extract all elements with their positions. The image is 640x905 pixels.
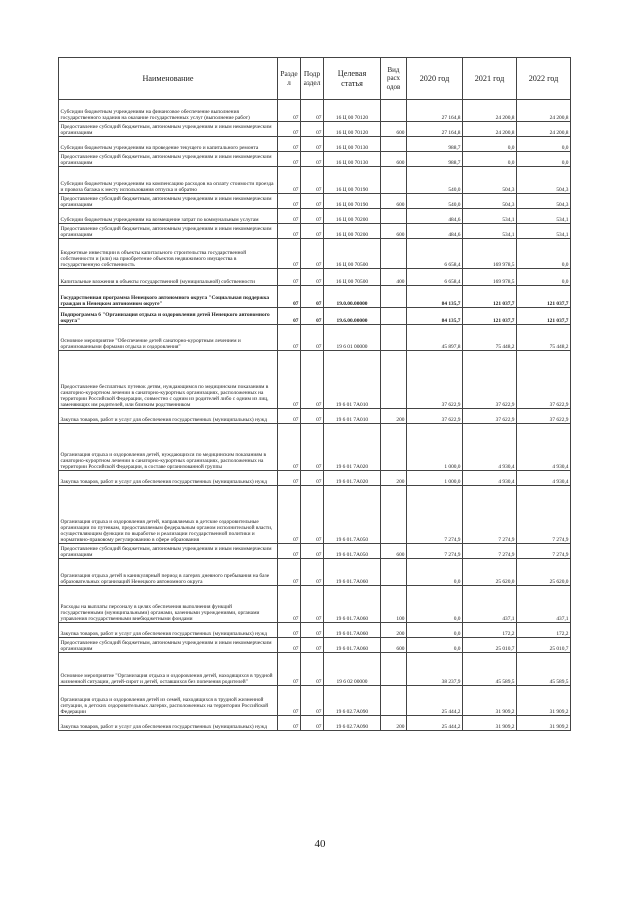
row-2022: 121 037,7 <box>517 308 571 325</box>
row-subsection: 07 <box>301 409 324 424</box>
header-2022: 2022 год <box>517 58 571 100</box>
row-2022: 534,1 <box>517 224 571 239</box>
row-2021: 437,1 <box>463 586 517 623</box>
row-2021: 0,0 <box>463 137 517 152</box>
row-name: Закупка товаров, работ и услуг для обеспечения государственных (муниципальных) нужд <box>59 623 278 638</box>
row-name: Предоставление бесплатных путевок детям, нуждающимся по медицинским показаниям в санаторно-курортном лечении в санаторно-курортных организациях, расположенных на территории Российской Федерации, совместно с одним из родителей либо с одним из лиц, заменяющих им родителей, или близким родственником <box>59 351 278 409</box>
row-2022: 0,0 <box>517 239 571 269</box>
row-type <box>381 424 407 471</box>
page-number: 40 <box>314 838 326 850</box>
row-subsection: 07 <box>301 424 324 471</box>
table-row <box>59 167 571 194</box>
row-2021: 172,2 <box>463 623 517 638</box>
row-2020: 1 000,0 <box>407 424 463 471</box>
row-subsection: 07 <box>301 486 324 544</box>
row-2021: 7 274,9 <box>463 486 517 544</box>
budget-table <box>58 57 571 731</box>
row-subsection: 07 <box>301 351 324 409</box>
row-subsection: 07 <box>301 544 324 559</box>
row-section: 07 <box>278 559 301 586</box>
row-name: Основное мероприятие "Обеспечение детей санаторно-курортным лечением и организованными формами отдыха и оздоровления" <box>59 325 278 351</box>
row-2020: 6 658,4 <box>407 239 463 269</box>
row-2021: 534,1 <box>463 209 517 224</box>
table-row <box>59 269 571 286</box>
table-row <box>59 239 571 269</box>
row-name: Подпрограмма 6 "Организация отдыха и оздоровления детей Ненецкого автономного округа" <box>59 308 278 325</box>
row-subsection: 07 <box>301 638 324 653</box>
row-section: 07 <box>278 308 301 325</box>
row-2020: 27 164,8 <box>407 100 463 122</box>
row-name: Предоставление субсидий бюджетным, автономным учреждениям и иным некоммерческим организациям <box>59 122 278 137</box>
row-2020: 988,7 <box>407 137 463 152</box>
row-type <box>381 486 407 544</box>
row-target: 19 6 02.7А090 <box>324 716 381 731</box>
row-subsection: 07 <box>301 586 324 623</box>
row-type: 200 <box>381 409 407 424</box>
row-type: 600 <box>381 224 407 239</box>
row-2022: 0,0 <box>517 137 571 152</box>
row-subsection: 07 <box>301 122 324 137</box>
row-name: Расходы на выплаты персоналу в целях обеспечения выполнения функций государственными (муниципальными) органами, казенными учреждениями, органами управления государственными внебюджетными фондами <box>59 586 278 623</box>
table-row <box>59 224 571 239</box>
row-2021: 31 909,2 <box>463 716 517 731</box>
row-2022: 172,2 <box>517 623 571 638</box>
row-subsection: 07 <box>301 209 324 224</box>
row-2022: 25 010,7 <box>517 638 571 653</box>
row-2022: 37 622,9 <box>517 409 571 424</box>
row-section: 07 <box>278 122 301 137</box>
header-subsection: Подр аздел <box>301 58 324 100</box>
row-subsection: 07 <box>301 686 324 716</box>
row-2022: 0,0 <box>517 152 571 167</box>
row-target: 19 6 02 00000 <box>324 653 381 686</box>
row-type <box>381 286 407 308</box>
row-2021: 504,3 <box>463 194 517 209</box>
row-name: Субсидии бюджетным учреждениям на проведение текущего и капитального ремонта <box>59 137 278 152</box>
row-2022: 0,0 <box>517 269 571 286</box>
row-type: 200 <box>381 716 407 731</box>
row-2020: 25 444,2 <box>407 686 463 716</box>
row-2021: 121 037,7 <box>463 308 517 325</box>
row-subsection: 07 <box>301 325 324 351</box>
row-section: 07 <box>278 224 301 239</box>
row-2022: 504,3 <box>517 194 571 209</box>
row-type <box>381 239 407 269</box>
row-2021: 4 930,4 <box>463 424 517 471</box>
row-section: 07 <box>278 286 301 308</box>
row-target: 16 Ц 00 70190 <box>324 194 381 209</box>
row-2021: 504,3 <box>463 167 517 194</box>
row-section: 07 <box>278 100 301 122</box>
table-body <box>59 100 571 731</box>
row-target: 16 Ц 00 70190 <box>324 167 381 194</box>
row-target: 19 6 01.7А060 <box>324 586 381 623</box>
row-2021: 24 200,8 <box>463 122 517 137</box>
row-name: Субсидии бюджетным учреждениям на возмещение затрат по коммунальным услугам <box>59 209 278 224</box>
row-target: 16 Ц 00 70120 <box>324 100 381 122</box>
row-section: 07 <box>278 209 301 224</box>
row-2020: 6 658,4 <box>407 269 463 286</box>
row-2021: 169 978,5 <box>463 269 517 286</box>
table-row <box>59 471 571 486</box>
row-section: 07 <box>278 544 301 559</box>
row-2020: 540,0 <box>407 194 463 209</box>
row-name: Капитальные вложения в объекты государственной (муниципальной) собственности <box>59 269 278 286</box>
row-name: Бюджетные инвестиции в объекты капитального строительства государственной собственности и (или) на приобретение объектов недвижимого имущества в государственную собственность <box>59 239 278 269</box>
row-section: 07 <box>278 716 301 731</box>
row-2022: 7 274,9 <box>517 486 571 544</box>
row-2021: 45 589,5 <box>463 653 517 686</box>
row-name: Организация отдыха и оздоровления детей из семей, находящихся в трудной жизненной ситуации, в детских оздоровительных лагерях, расположенных на территории Российской Федерации <box>59 686 278 716</box>
row-subsection: 07 <box>301 471 324 486</box>
row-2020: 38 237,9 <box>407 653 463 686</box>
row-subsection: 07 <box>301 100 324 122</box>
row-name: Закупка товаров, работ и услуг для обеспечения государственных (муниципальных) нужд <box>59 471 278 486</box>
row-target: 16 Ц 00 70120 <box>324 122 381 137</box>
row-target: 16 Ц 00 70200 <box>324 209 381 224</box>
row-target: 19 6 01.7А060 <box>324 559 381 586</box>
row-type: 600 <box>381 194 407 209</box>
row-section: 07 <box>278 623 301 638</box>
row-2020: 7 274,9 <box>407 544 463 559</box>
row-type: 200 <box>381 471 407 486</box>
row-target: 19 6 02.7А090 <box>324 686 381 716</box>
table-row <box>59 586 571 623</box>
row-subsection: 07 <box>301 224 324 239</box>
row-name: Основное мероприятие "Организация отдыха и оздоровления детей, находящихся в трудной жизненной ситуации, детей-сирот и детей, оставшихся без попечения родителей" <box>59 653 278 686</box>
row-2020: 7 274,9 <box>407 486 463 544</box>
table-row <box>59 152 571 167</box>
row-2022: 4 930,4 <box>517 471 571 486</box>
row-type <box>381 308 407 325</box>
table-row <box>59 486 571 544</box>
row-subsection: 07 <box>301 167 324 194</box>
row-section: 07 <box>278 638 301 653</box>
row-name: Предоставление субсидий бюджетным, автономным учреждениям и иным некоммерческим организациям <box>59 638 278 653</box>
row-section: 07 <box>278 409 301 424</box>
row-section: 07 <box>278 239 301 269</box>
row-subsection: 07 <box>301 269 324 286</box>
row-name: Закупка товаров, работ и услуг для обеспечения государственных (муниципальных) нужд <box>59 716 278 731</box>
row-2022: 31 909,2 <box>517 686 571 716</box>
table-row <box>59 122 571 137</box>
header-type: Вид расх одов <box>381 58 407 100</box>
row-name: Субсидии бюджетным учреждениям на компенсацию расходов на оплату стоимости проезда и провоза багажа к месту использования отпуска и обратно <box>59 167 278 194</box>
row-name: Государственная программа Ненецкого автономного округа "Социальная поддержка граждан в Ненецком автономном округе" <box>59 286 278 308</box>
row-section: 07 <box>278 137 301 152</box>
row-target: 16 Ц 00 70500 <box>324 239 381 269</box>
row-2020: 0,0 <box>407 559 463 586</box>
row-type <box>381 686 407 716</box>
table-row <box>59 137 571 152</box>
table-row <box>59 194 571 209</box>
row-2020: 484,6 <box>407 209 463 224</box>
row-2021: 534,1 <box>463 224 517 239</box>
row-2021: 4 930,4 <box>463 471 517 486</box>
row-type: 600 <box>381 544 407 559</box>
row-2022: 31 909,2 <box>517 716 571 731</box>
row-2020: 988,7 <box>407 152 463 167</box>
row-target: 16 Ц 00 70130 <box>324 152 381 167</box>
row-type <box>381 167 407 194</box>
header-2021: 2021 год <box>463 58 517 100</box>
row-type <box>381 351 407 409</box>
row-2022: 4 930,4 <box>517 424 571 471</box>
row-2020: 37 622,9 <box>407 351 463 409</box>
row-2020: 540,0 <box>407 167 463 194</box>
row-2022: 504,3 <box>517 167 571 194</box>
row-subsection: 07 <box>301 137 324 152</box>
row-subsection: 07 <box>301 623 324 638</box>
row-2021: 31 909,2 <box>463 686 517 716</box>
row-2021: 75 448,2 <box>463 325 517 351</box>
table-row <box>59 559 571 586</box>
row-2020: 0,0 <box>407 638 463 653</box>
row-target: 19 6 01.7А060 <box>324 623 381 638</box>
row-target: 16 Ц 00 70500 <box>324 269 381 286</box>
row-2021: 37 622,9 <box>463 409 517 424</box>
row-target: 19.0.00.00000 <box>324 286 381 308</box>
row-target: 19 6 01 7А020 <box>324 424 381 471</box>
row-section: 07 <box>278 269 301 286</box>
row-section: 07 <box>278 586 301 623</box>
row-section: 07 <box>278 424 301 471</box>
row-2022: 7 274,9 <box>517 544 571 559</box>
table-row <box>59 351 571 409</box>
table-row <box>59 100 571 122</box>
row-target: 19 6 01.7А020 <box>324 471 381 486</box>
row-target: 19 6 01.7А050 <box>324 486 381 544</box>
table-row <box>59 686 571 716</box>
row-section: 07 <box>278 194 301 209</box>
row-subsection: 07 <box>301 194 324 209</box>
row-type: 600 <box>381 638 407 653</box>
header-name: Наименование <box>59 58 278 100</box>
row-type: 600 <box>381 152 407 167</box>
row-target: 16 Ц 00 70130 <box>324 137 381 152</box>
table-row <box>59 325 571 351</box>
row-2020: 37 622,9 <box>407 409 463 424</box>
row-2022: 534,1 <box>517 209 571 224</box>
table-row <box>59 638 571 653</box>
row-target: 19 6 01 7А010 <box>324 409 381 424</box>
row-subsection: 07 <box>301 286 324 308</box>
row-2021: 0,0 <box>463 152 517 167</box>
row-2022: 121 037,7 <box>517 286 571 308</box>
row-2022: 75 448,2 <box>517 325 571 351</box>
table-row <box>59 209 571 224</box>
row-type <box>381 209 407 224</box>
row-target: 19 6 01 00000 <box>324 325 381 351</box>
row-type: 400 <box>381 269 407 286</box>
header-target: Целевая статья <box>324 58 381 100</box>
row-section: 07 <box>278 152 301 167</box>
row-target: 19.6.00.00000 <box>324 308 381 325</box>
row-2022: 24 200,8 <box>517 100 571 122</box>
table-header <box>59 58 571 100</box>
header-2020: 2020 год <box>407 58 463 100</box>
row-type: 200 <box>381 623 407 638</box>
row-subsection: 07 <box>301 308 324 325</box>
row-2020: 1 000,0 <box>407 471 463 486</box>
row-subsection: 07 <box>301 716 324 731</box>
row-2020: 0,0 <box>407 586 463 623</box>
row-2020: 27 164,8 <box>407 122 463 137</box>
row-section: 07 <box>278 486 301 544</box>
row-target: 16 Ц 00 70200 <box>324 224 381 239</box>
row-2022: 437,1 <box>517 586 571 623</box>
row-name: Закупка товаров, работ и услуг для обеспечения государственных (муниципальных) нужд <box>59 409 278 424</box>
row-2020: 84 135,7 <box>407 308 463 325</box>
table-row <box>59 544 571 559</box>
row-subsection: 07 <box>301 152 324 167</box>
row-2022: 24 200,8 <box>517 122 571 137</box>
row-2021: 169 978,5 <box>463 239 517 269</box>
table-row <box>59 286 571 308</box>
row-type: 100 <box>381 586 407 623</box>
row-type <box>381 559 407 586</box>
table-row <box>59 308 571 325</box>
row-section: 07 <box>278 686 301 716</box>
row-subsection: 07 <box>301 653 324 686</box>
row-2020: 0,0 <box>407 623 463 638</box>
row-section: 07 <box>278 325 301 351</box>
row-type: 600 <box>381 122 407 137</box>
row-section: 07 <box>278 471 301 486</box>
row-type <box>381 100 407 122</box>
row-type <box>381 325 407 351</box>
row-target: 19 6 01.7А060 <box>324 638 381 653</box>
row-name: Предоставление субсидий бюджетным, автономным учреждениям и иным некоммерческим организациям <box>59 224 278 239</box>
row-name: Организация отдыха и оздоровления детей, нуждающихся по медицинским показаниям в санаторно-курортном лечении в санаторно-курортных организациях, расположенных на территории Российской Федерации, в составе организованной группы <box>59 424 278 471</box>
row-2021: 7 274,9 <box>463 544 517 559</box>
row-target: 19 6 01.7А050 <box>324 544 381 559</box>
table-row <box>59 653 571 686</box>
row-2020: 84 135,7 <box>407 286 463 308</box>
row-target: 19 6 01 7А010 <box>324 351 381 409</box>
row-2022: 25 620,0 <box>517 559 571 586</box>
header-section: Разде л <box>278 58 301 100</box>
table-row <box>59 716 571 731</box>
row-2021: 25 010,7 <box>463 638 517 653</box>
row-2021: 37 622,9 <box>463 351 517 409</box>
row-name: Субсидии бюджетным учреждениям на финансовое обеспечение выполнения государственного задания на оказание государственных услуг (выполнение работ) <box>59 100 278 122</box>
row-section: 07 <box>278 351 301 409</box>
row-name: Предоставление субсидий бюджетным, автономным учреждениям и иным некоммерческим организациям <box>59 152 278 167</box>
row-subsection: 07 <box>301 239 324 269</box>
row-2021: 121 037,7 <box>463 286 517 308</box>
row-2022: 45 589,5 <box>517 653 571 686</box>
row-type <box>381 137 407 152</box>
row-2020: 25 444,2 <box>407 716 463 731</box>
row-type <box>381 653 407 686</box>
table-row <box>59 623 571 638</box>
table-row <box>59 424 571 471</box>
row-name: Организация отдыха детей в каникулярный период в лагерях дневного пребывания на базе образовательных организаций Ненецкого автономного округа <box>59 559 278 586</box>
row-name: Предоставление субсидий бюджетным, автономным учреждениям и иным некоммерческим организациям <box>59 194 278 209</box>
row-section: 07 <box>278 167 301 194</box>
row-subsection: 07 <box>301 559 324 586</box>
row-section: 07 <box>278 653 301 686</box>
table-row <box>59 409 571 424</box>
row-name: Организация отдыха и оздоровления детей, направляемых в детские оздоровительные организации по путевкам, предоставляемым федеральным органом исполнительной власти, осуществляющим функции по выработке и реализации государственной политики и нормативно-правовому регулированию в сфере образования <box>59 486 278 544</box>
row-2021: 24 200,8 <box>463 100 517 122</box>
row-2020: 484,6 <box>407 224 463 239</box>
row-2020: 45 897,8 <box>407 325 463 351</box>
row-2022: 37 622,9 <box>517 351 571 409</box>
row-2021: 25 620,0 <box>463 559 517 586</box>
row-name: Предоставление субсидий бюджетным, автономным учреждениям и иным некоммерческим организациям <box>59 544 278 559</box>
